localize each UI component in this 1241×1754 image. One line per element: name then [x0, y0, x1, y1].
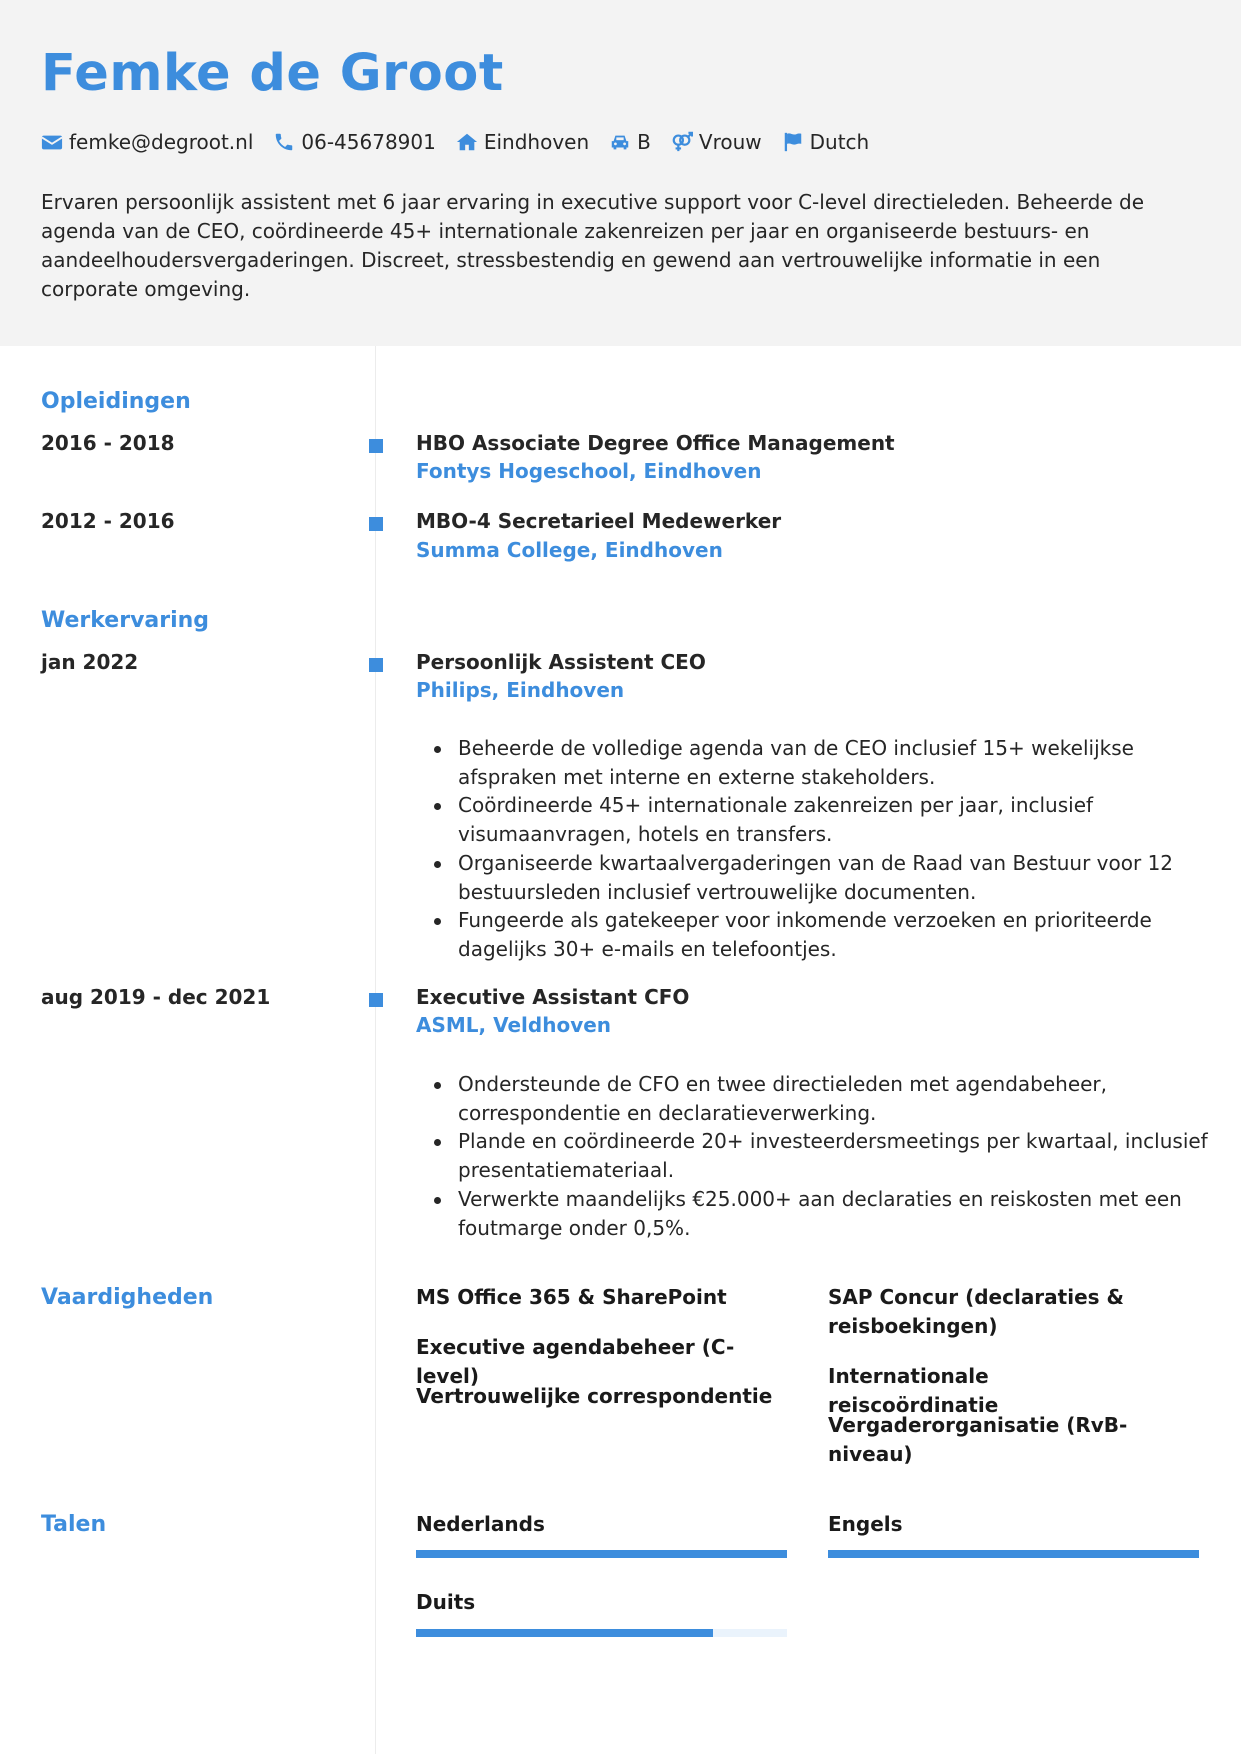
- skill-item: SAP Concur (declaraties & reisboekingen): [828, 1285, 1124, 1338]
- contact-gender: [671, 130, 762, 154]
- languages-heading: Talen: [41, 1512, 107, 1537]
- education-title: HBO Associate Degree Office Management: [416, 431, 895, 455]
- nationality-text: Dutch: [809, 130, 870, 154]
- education-heading: Opleidingen: [41, 389, 191, 414]
- profile-summary: Ervaren persoonlijk assistent met 6 jaar ervaring in executive support voor C-level directieleden. Beheerde de agenda van de CEO, coördineerde 45+ internationale zakenreizen per jaar en organiseerde bestuurs- en aandeelhoudersvergaderingen. Discreet, stressbestendig en gewend aan vertrouwelijke informatie in een corporate omgeving.: [41, 190, 1145, 301]
- contact-phone: [273, 130, 435, 154]
- job-date: jan 2022: [41, 650, 139, 674]
- contact-nationality: [782, 130, 870, 154]
- phone-icon: [273, 131, 295, 153]
- education-date: 2012 - 2016: [41, 509, 175, 533]
- timeline-marker: [369, 993, 383, 1007]
- job-title: Executive Assistant CFO: [416, 985, 690, 1009]
- education-title: MBO-4 Secretarieel Medewerker: [416, 509, 782, 533]
- list-item: Organiseerde kwartaalvergaderingen van de Raad van Bestuur voor 12 bestuursleden inclusief vertrouwelijke documenten.: [430, 849, 1210, 906]
- language-level-bar: [828, 1550, 1199, 1558]
- education-institution: Summa College, Eindhoven: [416, 538, 723, 562]
- contact-info: [41, 128, 889, 156]
- envelope-icon: [41, 131, 63, 153]
- language-level-bar: [416, 1550, 787, 1558]
- skills-heading: Vaardigheden: [41, 1285, 214, 1310]
- experience-heading: Werkervaring: [41, 608, 210, 633]
- timeline-marker: [369, 439, 383, 453]
- list-item: Fungeerde als gatekeeper voor inkomende verzoeken en prioriteerde dagelijks 30+ e-mails en telefoontjes.: [430, 906, 1210, 963]
- skill-item: MS Office 365 & SharePoint: [416, 1285, 727, 1309]
- car-icon: [609, 131, 631, 153]
- skill-item: Executive agendabeheer (C-level): [416, 1335, 735, 1388]
- candidate-name: Femke de Groot: [41, 44, 504, 103]
- timeline-marker: [369, 658, 383, 672]
- list-item: Verwerkte maandelijks €25.000+ aan declaraties en reiskosten met een foutmarge onder 0,5%.: [430, 1185, 1210, 1242]
- language-name: Duits: [416, 1590, 476, 1614]
- job-company: ASML, Veldhoven: [416, 1013, 612, 1037]
- gender-text: Vrouw: [698, 130, 762, 154]
- education-institution: Fontys Hogeschool, Eindhoven: [416, 459, 762, 483]
- language-level-fill: [416, 1629, 713, 1637]
- license-text: B: [637, 130, 651, 154]
- list-item: Coördineerde 45+ internationale zakenreizen per jaar, inclusief visumaanvragen, hotels en transfers.: [430, 791, 1210, 848]
- header: [0, 0, 1241, 346]
- skill-item: Internationale reiscoördinatie: [828, 1364, 999, 1417]
- language-level-fill: [828, 1550, 1199, 1558]
- education-date: 2016 - 2018: [41, 431, 175, 455]
- language-name: Engels: [828, 1512, 903, 1536]
- job-responsibilities: [430, 734, 1210, 964]
- job-company: Philips, Eindhoven: [416, 678, 625, 702]
- skill-item: Vergaderorganisatie (RvB-niveau): [828, 1413, 1128, 1466]
- list-item: Plande en coördineerde 20+ investeerdersmeetings per kwartaal, inclusief presentatiemateriaal.: [430, 1127, 1210, 1184]
- list-item: Ondersteunde de CFO en twee directieleden met agendabeheer, correspondentie en declaratieverwerking.: [430, 1070, 1210, 1127]
- contact-license: [609, 130, 651, 154]
- language-name: Nederlands: [416, 1512, 545, 1536]
- job-date: aug 2019 - dec 2021: [41, 985, 271, 1009]
- timeline-marker: [369, 517, 383, 531]
- gender-icon: [671, 131, 693, 153]
- city-text: Eindhoven: [483, 130, 590, 154]
- home-icon: [456, 131, 478, 153]
- language-level-fill: [416, 1550, 787, 1558]
- contact-email: [41, 130, 253, 154]
- skill-item: Vertrouwelijke correspondentie: [416, 1384, 773, 1408]
- job-responsibilities: [430, 1070, 1210, 1242]
- list-item: Beheerde de volledige agenda van de CEO inclusief 15+ wekelijkse afspraken met interne en externe stakeholders.: [430, 734, 1210, 791]
- email-text: femke@degroot.nl: [69, 130, 254, 154]
- phone-text: 06-45678901: [301, 130, 436, 154]
- flag-icon: [782, 131, 804, 153]
- contact-city: [456, 130, 589, 154]
- language-level-bar: [416, 1629, 787, 1637]
- job-title: Persoonlijk Assistent CEO: [416, 650, 706, 674]
- column-divider: [375, 346, 376, 1754]
